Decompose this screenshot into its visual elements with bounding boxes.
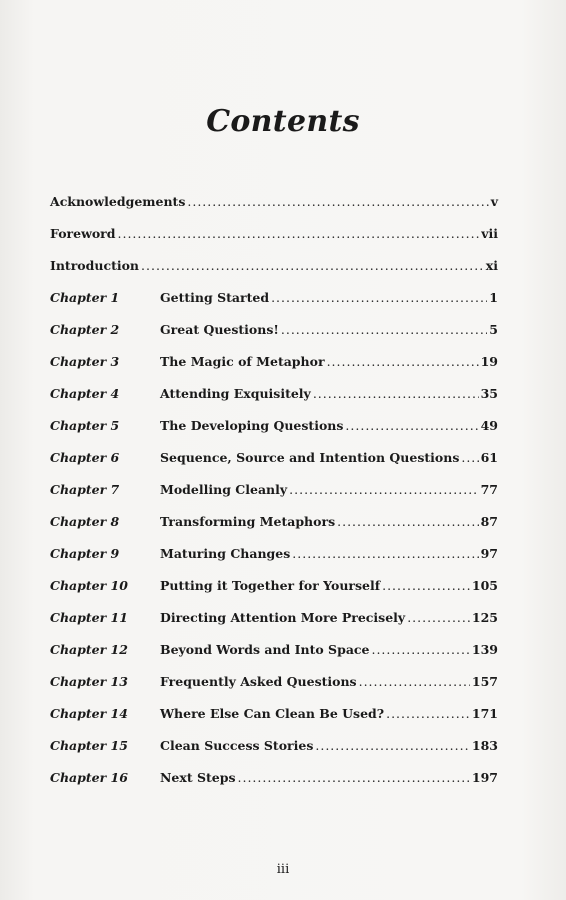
chapter-label: Chapter 12 xyxy=(50,642,128,657)
toc-chapter-row xyxy=(50,450,498,470)
toc-page-number: 61 xyxy=(480,450,498,465)
toc-chapter-row xyxy=(50,418,498,438)
chapter-title: The Magic of Metaphor xyxy=(160,354,325,369)
toc-chapter-row xyxy=(50,386,498,406)
toc-page-number: 19 xyxy=(480,354,498,369)
toc-entry-title: Introduction xyxy=(50,258,140,273)
toc-entry-title: Acknowledgements xyxy=(50,194,186,209)
toc-page-number: 125 xyxy=(471,610,498,625)
toc-chapter-row xyxy=(50,322,498,342)
chapter-title: Clean Success Stories xyxy=(160,738,314,753)
chapter-title: Beyond Words and Into Space xyxy=(160,642,370,657)
dot-leader xyxy=(407,610,470,625)
toc-chapter-row xyxy=(50,770,498,790)
page-title: Contents xyxy=(206,104,360,139)
toc-page-number: 97 xyxy=(480,546,498,561)
chapter-label: Chapter 9 xyxy=(50,546,120,561)
dot-leader xyxy=(315,738,470,753)
chapter-label: Chapter 10 xyxy=(50,578,128,593)
chapter-title: Frequently Asked Questions xyxy=(160,674,357,689)
chapter-label: Chapter 11 xyxy=(50,610,128,625)
dot-leader xyxy=(292,546,478,561)
toc-chapter-row xyxy=(50,738,498,758)
chapter-title: Where Else Can Clean Be Used? xyxy=(160,706,385,721)
toc-entry-foreword xyxy=(50,226,498,246)
toc-page-number: 87 xyxy=(480,514,498,529)
chapter-title: Attending Exquisitely xyxy=(160,386,311,401)
toc-page-number: v xyxy=(490,194,498,209)
toc-chapter-row xyxy=(50,354,498,374)
chapter-label: Chapter 16 xyxy=(50,770,128,785)
dot-leader xyxy=(337,514,478,529)
chapter-label: Chapter 5 xyxy=(50,418,120,433)
chapter-label: Chapter 13 xyxy=(50,674,128,689)
dot-leader xyxy=(187,194,488,209)
chapter-label: Chapter 3 xyxy=(50,354,120,369)
chapter-title: Great Questions! xyxy=(160,322,279,337)
toc-page-number: 183 xyxy=(471,738,498,753)
toc-page-number: 5 xyxy=(489,322,498,337)
chapter-label: Chapter 15 xyxy=(50,738,128,753)
toc-chapter-row xyxy=(50,578,498,598)
chapter-label: Chapter 2 xyxy=(50,322,120,337)
chapter-title: The Developing Questions xyxy=(160,418,344,433)
chapter-title: Putting it Together for Yourself xyxy=(160,578,381,593)
toc-chapter-row xyxy=(50,674,498,694)
toc-page-number: 139 xyxy=(471,642,498,657)
toc-chapter-row xyxy=(50,642,498,662)
toc-chapter-row xyxy=(50,610,498,630)
chapter-label: Chapter 1 xyxy=(50,290,120,305)
dot-leader xyxy=(118,226,480,241)
toc-page-number: 197 xyxy=(471,770,498,785)
dot-leader xyxy=(386,706,470,721)
page-folio: iii xyxy=(276,862,290,877)
toc-page-number: 157 xyxy=(471,674,498,689)
toc-page-number: xi xyxy=(485,258,498,273)
dot-leader xyxy=(289,482,478,497)
dot-leader xyxy=(281,322,487,337)
dot-leader xyxy=(382,578,470,593)
toc-chapter-row xyxy=(50,290,498,310)
chapter-title: Next Steps xyxy=(160,770,236,785)
toc-page-number: 35 xyxy=(480,386,498,401)
dot-leader xyxy=(327,354,479,369)
dot-leader xyxy=(359,674,470,689)
chapter-title: Getting Started xyxy=(160,290,270,305)
chapter-title: Transforming Metaphors xyxy=(160,514,336,529)
chapter-title: Sequence, Source and Intention Questions xyxy=(160,450,460,465)
dot-leader xyxy=(313,386,479,401)
toc-page-number: vii xyxy=(481,226,498,241)
toc-entry-introduction xyxy=(50,258,498,278)
toc-chapter-row xyxy=(50,514,498,534)
toc-page-number: 171 xyxy=(471,706,498,721)
toc-page-number: 1 xyxy=(489,290,498,305)
chapter-label: Chapter 14 xyxy=(50,706,128,721)
chapter-title: Maturing Changes xyxy=(160,546,291,561)
dot-leader xyxy=(461,450,478,465)
toc-chapter-row xyxy=(50,482,498,502)
dot-leader xyxy=(238,770,470,785)
chapter-label: Chapter 6 xyxy=(50,450,120,465)
toc-entry-title: Foreword xyxy=(50,226,116,241)
chapter-label: Chapter 7 xyxy=(50,482,120,497)
toc-entry-acknowledgements xyxy=(50,194,498,214)
toc-page-number: 105 xyxy=(471,578,498,593)
dot-leader xyxy=(345,418,478,433)
toc-page-number: 49 xyxy=(480,418,498,433)
toc-page-number: 77 xyxy=(480,482,498,497)
toc-chapter-row xyxy=(50,706,498,726)
toc-chapter-row xyxy=(50,546,498,566)
chapter-title: Modelling Cleanly xyxy=(160,482,288,497)
chapter-label: Chapter 8 xyxy=(50,514,120,529)
chapter-label: Chapter 4 xyxy=(50,386,120,401)
dot-leader xyxy=(371,642,469,657)
dot-leader xyxy=(141,258,484,273)
chapter-title: Directing Attention More Precisely xyxy=(160,610,406,625)
dot-leader xyxy=(271,290,487,305)
